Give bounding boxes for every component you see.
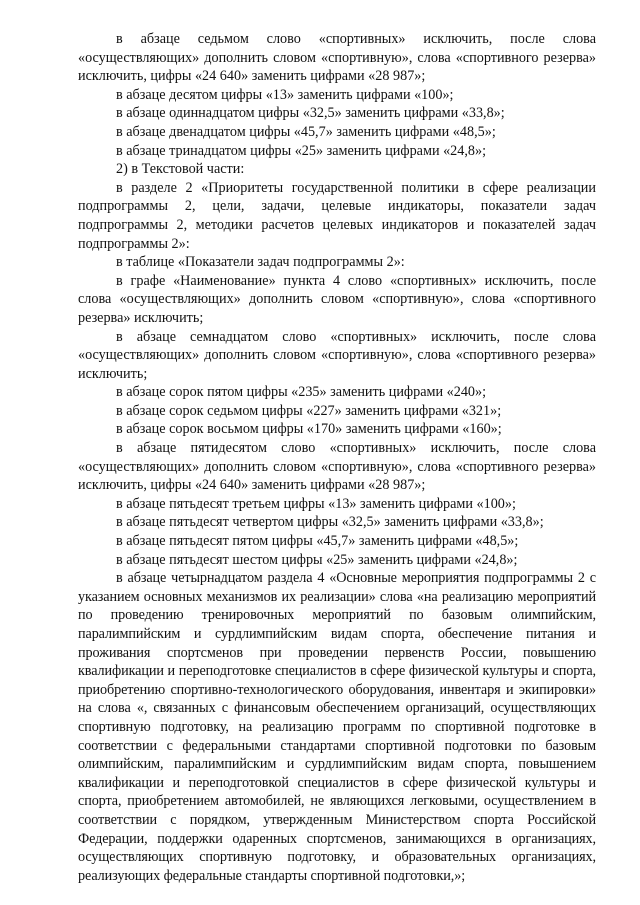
paragraph-abzac-17: в абзаце семнадцатом слово «спортивных» исключить, после слова «осуществляющих» дополнить словом «спортивную», слова «спортивного резерва» исключить; — [78, 328, 596, 382]
paragraph-abzac-54: в абзаце пятьдесят четвертом цифры «32,5» заменить цифрами «33,8»; — [116, 514, 544, 531]
paragraph-item-2-heading: 2) в Текстовой части: — [116, 161, 245, 178]
paragraph-abzac-56: в абзаце пятьдесят шестом цифры «25» заменить цифрами «24,8»; — [116, 551, 518, 568]
paragraph-abzac-10: в абзаце десятом цифры «13» заменить цифрами «100»; — [116, 86, 454, 103]
paragraph-abzac-12: в абзаце двенадцатом цифры «45,7» заменить цифрами «48,5»; — [116, 123, 496, 140]
paragraph-abzac-55: в абзаце пятьдесят пятом цифры «45,7» заменить цифрами «48,5»; — [116, 533, 519, 550]
paragraph-abzac-50: в абзаце пятидесятом слово «спортивных» исключить, после слова «осуществляющих» дополнить словом «спортивную», слова «спортивного резерва» исключить, цифры «24 640» заменить цифрами «28 987»; — [78, 440, 596, 494]
paragraph-abzac-11: в абзаце одиннадцатом цифры «32,5» заменить цифрами «33,8»; — [116, 105, 505, 122]
paragraph-abzac-13: в абзаце тринадцатом цифры «25» заменить цифрами «24,8»; — [116, 142, 487, 159]
paragraph-abzac-47: в абзаце сорок седьмом цифры «227» заменить цифрами «321»; — [116, 402, 502, 419]
paragraph-column-name-point-4: в графе «Наименование» пункта 4 слово «спортивных» исключить, после слова «осуществляющих» дополнить словом «спортивную», слова «спортивного резерва» исключить; — [78, 272, 596, 326]
paragraph-section-2: в разделе 2 «Приоритеты государственной политики в сфере реализации подпрограммы 2, цели, задачи, целевые индикаторы, показатели задач подпрограммы 2, методики расчетов целевых индикаторов и показателей задач подпрограммы 2»: — [78, 179, 596, 252]
paragraph-abzac-53: в абзаце пятьдесят третьем цифры «13» заменить цифрами «100»; — [116, 495, 516, 512]
paragraph-abzac-45: в абзаце сорок пятом цифры «235» заменить цифрами «240»; — [116, 384, 487, 401]
paragraph-table-heading: в таблице «Показатели задач подпрограммы 2»: — [116, 254, 405, 271]
paragraph-abzac-48: в абзаце сорок восьмом цифры «170» заменить цифрами «160»; — [116, 421, 502, 438]
paragraph-section-4-abzac-14: в абзаце четырнадцатом раздела 4 «Основные мероприятия подпрограммы 2 с указанием основных механизмов их реализации» слова «на реализацию мероприятий по проведению тренировочных мероприятий по базовым олимпийским, паралимпийским и сурдлимпийским видам спорта, обеспечение питания и проживания спортсменов при проведении первенств России, повышению квалификации и переподготовке специалистов в сфере физической культуры и спорта, приобретению спортивно-технологического оборудования, инвентаря и экипировки» на слова «, связанных с финансовым обеспечением организаций, осуществляющих спортивную подготовку, на реализацию программ по спортивной подготовке в соответствии с федеральными стандартами спортивной подготовки по базовым олимпийским, паралимпийским и сурдлимпийским видам спорта, повышением квалификации и переподготовкой специалистов в сфере физической культуры и спорта, приобретением автомобилей, не являющихся легковыми, осуществлением в соответствии с порядком, утвержденным Министерством спорта Российской Федерации, поддержки одаренных спортсменов, занимающихся в организациях, осуществляющих спортивную подготовку, и образовательных организациях, реализующих федеральные стандарты спортивной подготовки,»; — [78, 570, 596, 884]
paragraph-abzac-7: в абзаце седьмом слово «спортивных» исключить, после слова «осуществляющих» дополнить словом «спортивную», слова «спортивного резерва» исключить, цифры «24 640» заменить цифрами «28 987»; — [78, 31, 596, 85]
document-page — [78, 30, 596, 885]
